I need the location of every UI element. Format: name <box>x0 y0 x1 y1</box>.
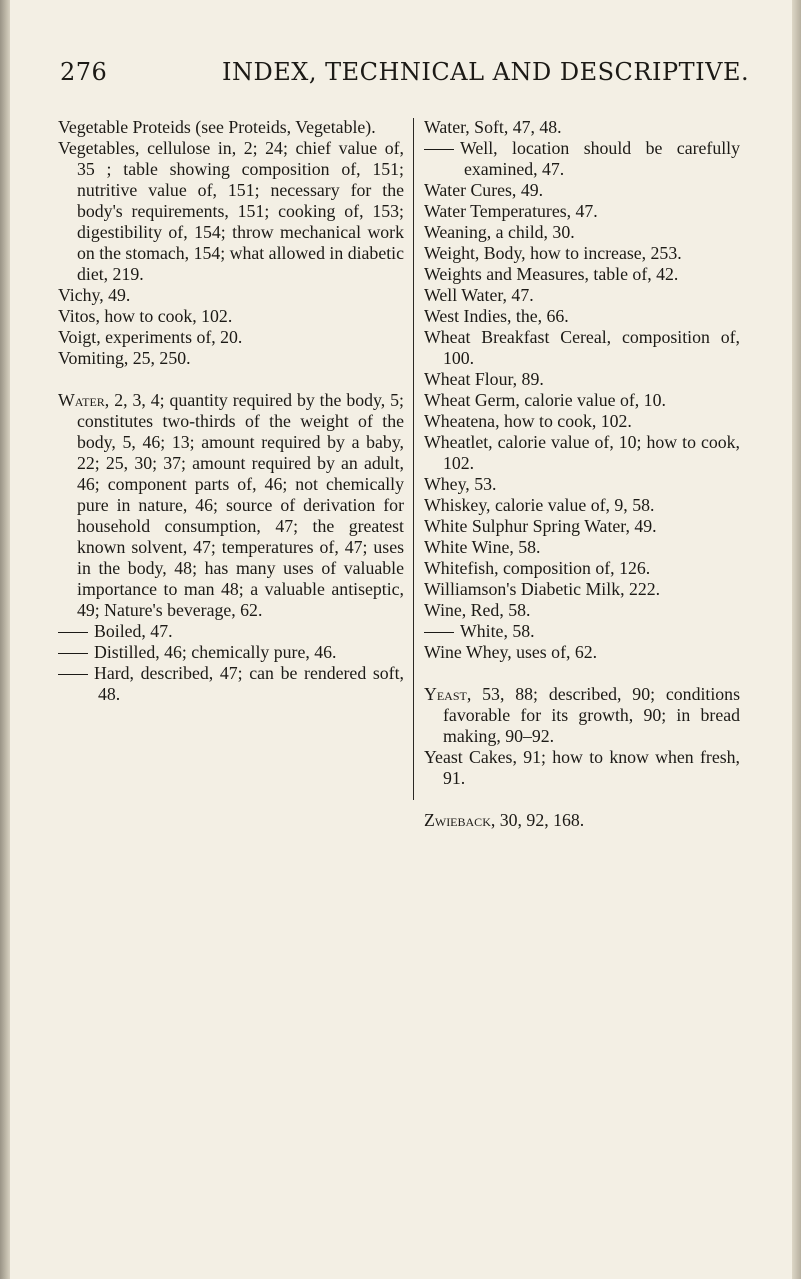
index-entry: Weights and Measures, table of, 42. <box>424 264 679 284</box>
ditto-dash <box>58 674 88 675</box>
running-title: INDEX, TECHNICAL AND DESCRIPTIVE. <box>222 58 750 86</box>
index-entry: Water Cures, 49. <box>424 180 544 200</box>
index-entry: Zwieback, 30, 92, 168. <box>424 810 585 830</box>
index-column-right <box>424 117 740 831</box>
index-entry: Voigt, experiments of, 20. <box>58 327 243 347</box>
index-entry: Weight, Body, how to increase, 253. <box>424 243 682 263</box>
index-entry: Vomiting, 25, 250. <box>58 348 191 368</box>
index-entry: Yeast, 53, 88; described, 90; conditions favorable for its growth, 90; in bread making, 90–92. <box>424 684 740 746</box>
index-entry: Wheatena, how to cook, 102. <box>424 411 632 431</box>
index-subentry: Boiled, 47. <box>58 621 404 642</box>
column-divider <box>413 118 414 800</box>
index-entry: Wine, Red, 58. <box>424 600 531 620</box>
index-subentry: White, 58. <box>424 621 740 642</box>
section-gap <box>58 369 404 390</box>
entry-heading: Water <box>58 390 105 410</box>
ditto-dash <box>58 632 88 633</box>
entry-heading: Zwieback <box>424 810 491 830</box>
index-subentry: Hard, described, 47; can be rendered soft, 48. <box>58 663 404 705</box>
entry-heading: Yeast <box>424 684 467 704</box>
index-subentry: Well, location should be carefully examined, 47. <box>424 138 740 180</box>
page-right-edge <box>792 0 801 1279</box>
index-entry: Whitefish, composition of, 126. <box>424 558 651 578</box>
page-number: 276 <box>60 58 108 86</box>
index-entry: Whey, 53. <box>424 474 497 494</box>
index-entry: Wheat Breakfast Cereal, composition of, 100. <box>424 327 740 368</box>
ditto-dash <box>424 149 454 150</box>
index-entry: Vegetable Proteids (see Proteids, Vegetable). <box>58 117 376 137</box>
index-entry: Wine Whey, uses of, 62. <box>424 642 598 662</box>
index-entry: Water Temperatures, 47. <box>424 201 598 221</box>
page-header <box>0 58 801 98</box>
index-entry: Wheat Germ, calorie value of, 10. <box>424 390 666 410</box>
index-entry: West Indies, the, 66. <box>424 306 569 326</box>
index-entry: Vitos, how to cook, 102. <box>58 306 233 326</box>
section-gap <box>424 663 740 684</box>
index-entry: Vichy, 49. <box>58 285 131 305</box>
index-entry: Yeast Cakes, 91; how to know when fresh, 91. <box>424 747 740 788</box>
index-entry: White Sulphur Spring Water, 49. <box>424 516 657 536</box>
page-left-edge <box>0 0 10 1279</box>
index-column-left <box>58 117 404 705</box>
index-entry: White Wine, 58. <box>424 537 541 557</box>
section-gap <box>424 789 740 810</box>
index-entry: Water, 2, 3, 4; quantity required by the body, 5; constitutes two-thirds of the weight of the body, 5, 46; 13; amount required by a baby, 22; 25, 30; 37; amount required by an adult, 46; component parts of, 46; not chemically pure in nature, 46; source of derivation for household consumption, 47; the greatest known solvent, 47; temperatures of, 47; uses in the body, 48; has many uses of valuable importance to man 48; a valuable antiseptic, 49; Nature's beverage, 62. <box>58 390 404 620</box>
index-entry: Weaning, a child, 30. <box>424 222 575 242</box>
index-entry: Well Water, 47. <box>424 285 534 305</box>
index-entry: Wheatlet, calorie value of, 10; how to cook, 102. <box>424 432 740 473</box>
index-entry: Wheat Flour, 89. <box>424 369 544 389</box>
index-entry: Water, Soft, 47, 48. <box>424 117 562 137</box>
index-subentry: Distilled, 46; chemically pure, 46. <box>58 642 404 663</box>
index-entry: Whiskey, calorie value of, 9, 58. <box>424 495 655 515</box>
ditto-dash <box>58 653 88 654</box>
ditto-dash <box>424 632 454 633</box>
index-entry: Vegetables, cellulose in, 2; 24; chief value of, 35 ; table showing composition of, 151; nutritive value of, 151; necessary for the body's requirements, 151; cooking of, 153; digestibility of, 154; throw mechanical work on the stomach, 154; what allowed in diabetic diet, 219. <box>58 138 404 284</box>
index-entry: Williamson's Diabetic Milk, 222. <box>424 579 661 599</box>
